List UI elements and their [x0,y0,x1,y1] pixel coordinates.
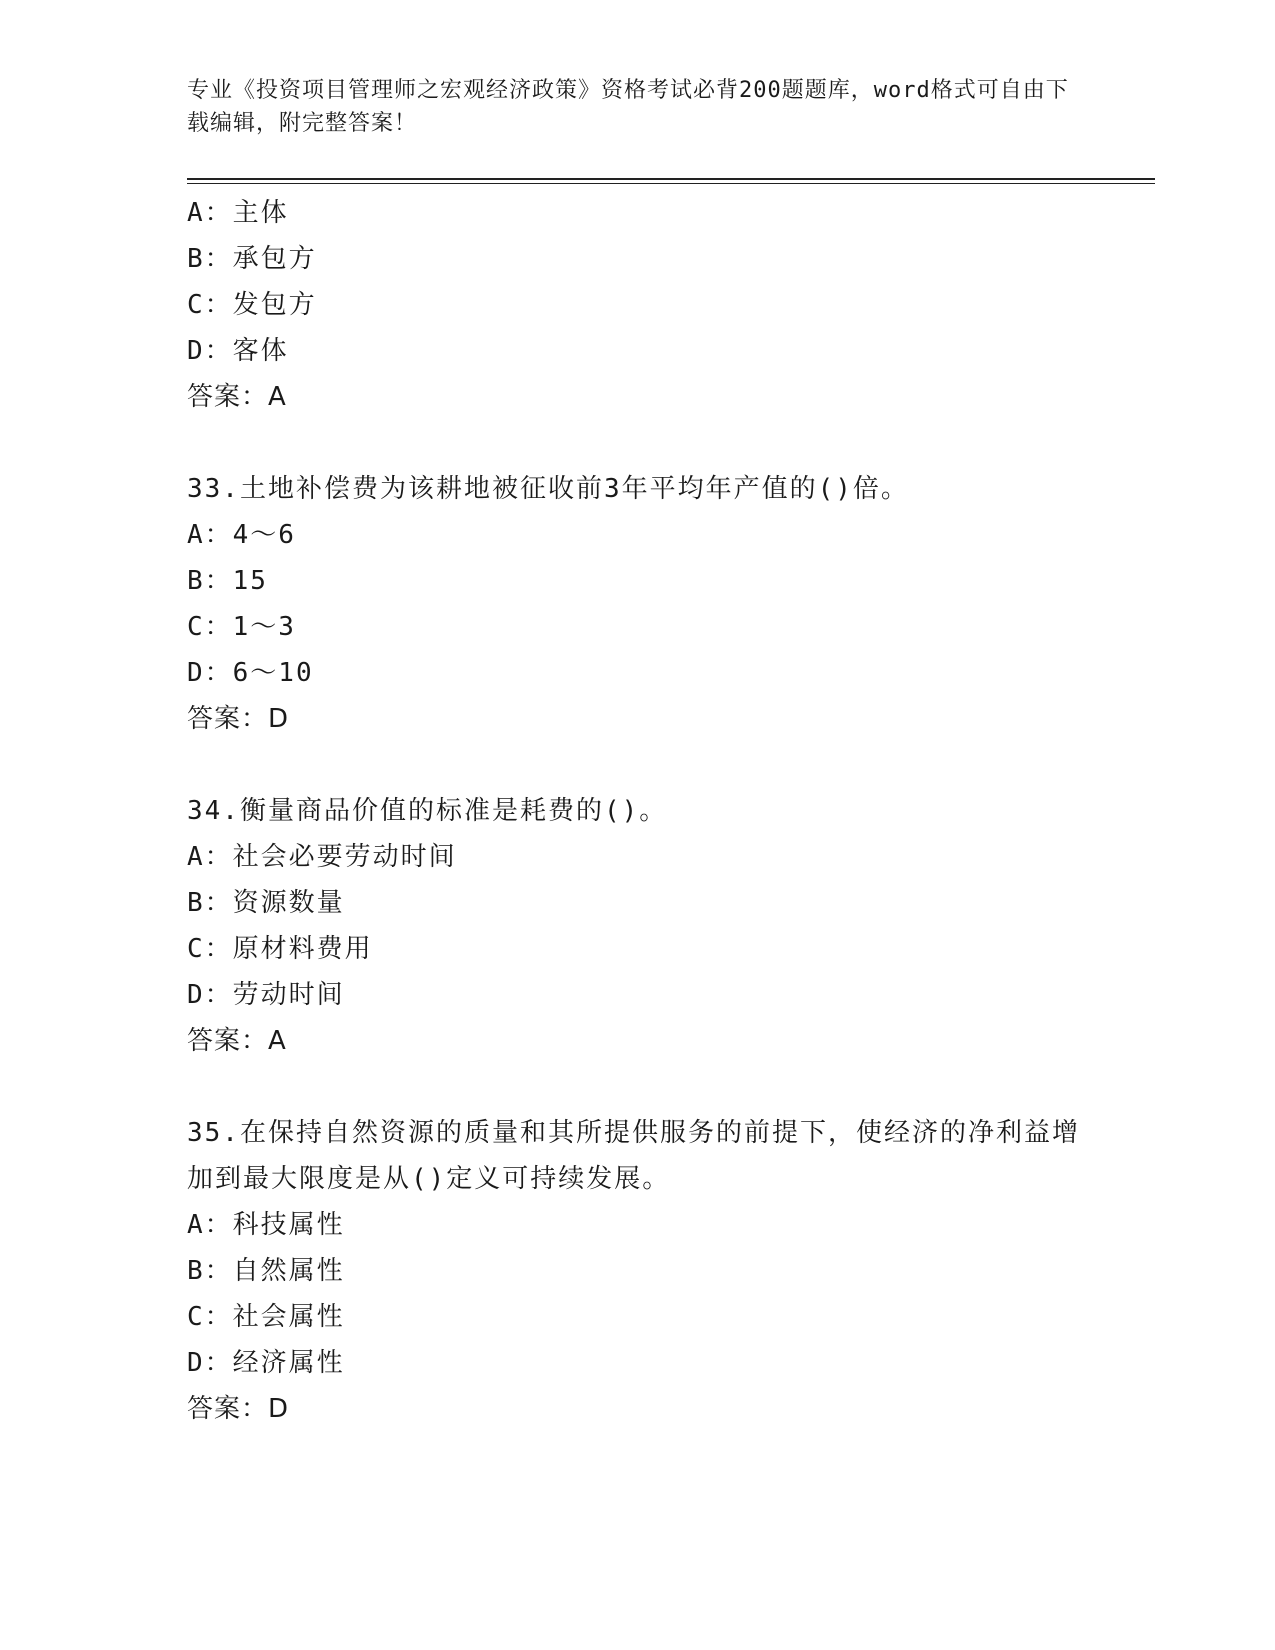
question-stem: 34.衡量商品价值的标准是耗费的()。 [187,796,668,826]
option-a: A：主体 [187,198,289,228]
question-33 [187,466,1087,742]
header-divider-thin [187,183,1155,184]
option-d: D：6～10 [187,658,314,688]
option-c: C：社会属性 [187,1302,345,1332]
question-stem: 35.在保持自然资源的质量和其所提供服务的前提下，使经济的净利益增加到最大限度是从()定义可持续发展。 [187,1118,1080,1194]
option-b: B：承包方 [187,244,317,274]
question-stem: 33.土地补偿费为该耕地被征收前3年平均年产值的()倍。 [187,474,909,504]
header-text: 专业《投资项目管理师之宏观经济政策》资格考试必背200题题库，word格式可自由下载编辑，附完整答案！ [187,78,1069,136]
option-a: A：科技属性 [187,1210,345,1240]
option-d: D：经济属性 [187,1348,345,1378]
answer-line: 答案：A [187,1026,287,1056]
question-35 [187,1110,1087,1432]
answer-line: 答案：D [187,704,290,734]
answer-line: 答案：A [187,382,287,412]
question-list [187,190,1087,1432]
option-d: D：劳动时间 [187,980,345,1010]
answer-line: 答案：D [187,1394,290,1424]
option-b: B：15 [187,566,268,596]
option-d: D：客体 [187,336,289,366]
option-b: B：资源数量 [187,888,345,918]
option-c: C：发包方 [187,290,317,320]
option-a: A：社会必要劳动时间 [187,842,457,872]
document-header [187,74,1087,140]
option-c: C：原材料费用 [187,934,373,964]
option-a: A：4～6 [187,520,296,550]
question-34 [187,788,1087,1064]
option-c: C：1～3 [187,612,296,642]
option-b: B：自然属性 [187,1256,345,1286]
question-32 [187,190,1087,420]
header-divider-thick [187,178,1155,180]
